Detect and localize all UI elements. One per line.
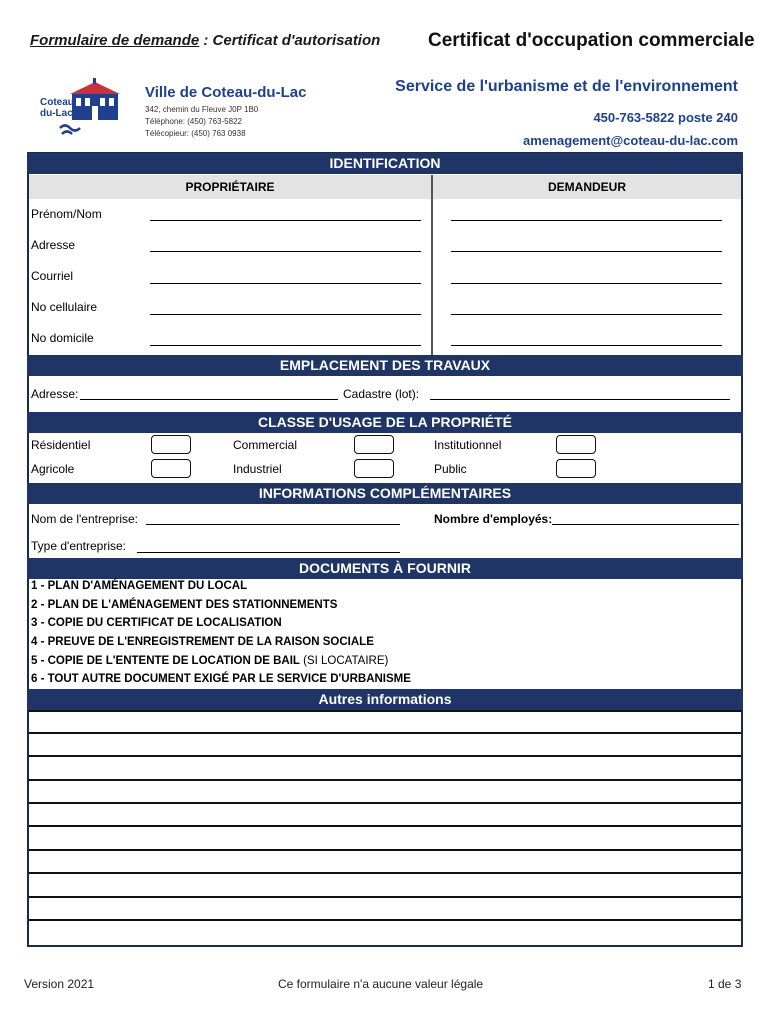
document-item-5-text: 5 - COPIE DE L'ENTENTE DE LOCATION DE BAIL: [31, 655, 300, 667]
field-label-cell: No cellulaire: [31, 300, 98, 314]
city-telephone: Téléphone: (450) 763-5822: [145, 117, 242, 126]
city-logo: [40, 78, 122, 138]
notes-line[interactable]: [29, 849, 741, 851]
institutional-checkbox[interactable]: [556, 435, 596, 454]
field-label-address: Adresse: [31, 238, 76, 252]
company-type-input[interactable]: [137, 552, 400, 553]
location-address-input[interactable]: [80, 399, 338, 400]
document-item-5: [31, 655, 388, 667]
service-email[interactable]: amenagement@coteau-du-lac.com: [523, 133, 738, 148]
company-name-input[interactable]: [146, 524, 400, 525]
form-type: [30, 32, 380, 49]
field-label-home: No domicile: [31, 331, 94, 345]
notes-line[interactable]: [29, 802, 741, 804]
applicant-name-input[interactable]: [451, 220, 722, 221]
employees-input[interactable]: [552, 524, 739, 525]
applicant-address-input[interactable]: [451, 251, 722, 252]
owner-column-header: PROPRIÉTAIRE: [29, 175, 431, 199]
complementary-header: INFORMATIONS COMPLÉMENTAIRES: [27, 483, 743, 504]
applicant-email-input[interactable]: [451, 283, 722, 284]
document-item: 2 - PLAN DE L'AMÉNAGEMENT DES STATIONNEMENTS: [31, 599, 338, 611]
owner-name-input[interactable]: [150, 220, 421, 221]
field-label-email: Courriel: [31, 269, 74, 283]
logo-text-1: Coteau: [40, 97, 74, 108]
notes-line[interactable]: [29, 710, 741, 712]
usage-public-label: Public: [434, 462, 467, 476]
cadastre-input[interactable]: [430, 399, 730, 400]
city-name: Ville de Coteau-du-Lac: [145, 84, 307, 101]
footer-version: Version 2021: [24, 977, 95, 991]
location-address-label: Adresse:: [31, 387, 79, 401]
form-frame: [27, 152, 743, 947]
commercial-checkbox[interactable]: [354, 435, 394, 454]
notes-line[interactable]: [29, 919, 741, 921]
logo-text-2: du-Lac: [40, 108, 73, 119]
field-label-name: Prénom/Nom: [31, 207, 102, 221]
industrial-checkbox[interactable]: [354, 459, 394, 478]
public-checkbox[interactable]: [556, 459, 596, 478]
applicant-column-header: DEMANDEUR: [433, 175, 741, 199]
applicant-cell-input[interactable]: [451, 314, 722, 315]
identification-header: IDENTIFICATION: [27, 153, 743, 174]
company-type-label: Type d'entreprise:: [31, 539, 127, 553]
document-item-5-note: (SI LOCATAIRE): [299, 655, 389, 667]
usage-institutional-label: Institutionnel: [434, 438, 502, 452]
form-type-detail: : Certificat d'autorisation: [199, 32, 381, 49]
footer-page-number: 1 de 3: [708, 977, 742, 991]
usage-residential-label: Résidentiel: [31, 438, 91, 452]
document-item: 6 - TOUT AUTRE DOCUMENT EXIGÉ PAR LE SERVICE D'URBANISME: [31, 673, 411, 685]
document-item: 4 - PREUVE DE L'ENREGISTREMENT DE LA RAISON SOCIALE: [31, 636, 374, 648]
document-item: 1 - PLAN D'AMÉNAGEMENT DU LOCAL: [31, 580, 248, 592]
usage-agricultural-label: Agricole: [31, 462, 75, 476]
residential-checkbox[interactable]: [151, 435, 191, 454]
cadastre-label: Cadastre (lot):: [343, 387, 420, 401]
identification-divider: [431, 175, 433, 355]
notes-line[interactable]: [29, 779, 741, 781]
document-item: 3 - COPIE DU CERTIFICAT DE LOCALISATION: [31, 617, 282, 629]
usage-header: CLASSE D'USAGE DE LA PROPRIÉTÉ: [27, 412, 743, 433]
service-phone: 450-763-5822 poste 240: [593, 110, 738, 125]
other-info-header: Autres informations: [27, 689, 743, 710]
owner-cell-input[interactable]: [150, 314, 421, 315]
castle-logo-icon: [40, 78, 122, 138]
company-name-label: Nom de l'entreprise:: [31, 512, 139, 526]
owner-address-input[interactable]: [150, 251, 421, 252]
usage-industrial-label: Industriel: [233, 462, 282, 476]
footer-disclaimer: Ce formulaire n'a aucune valeur légale: [278, 977, 484, 991]
city-address: 342, chemin du Fleuve J0P 1B0: [145, 105, 259, 114]
notes-line[interactable]: [29, 872, 741, 874]
agricultural-checkbox[interactable]: [151, 459, 191, 478]
notes-line[interactable]: [29, 732, 741, 734]
owner-email-input[interactable]: [150, 283, 421, 284]
location-header: EMPLACEMENT DES TRAVAUX: [27, 355, 743, 376]
owner-home-input[interactable]: [150, 345, 421, 346]
employees-label: Nombre d'employés:: [434, 512, 553, 526]
notes-line[interactable]: [29, 755, 741, 757]
usage-commercial-label: Commercial: [233, 438, 298, 452]
notes-line[interactable]: [29, 896, 741, 898]
applicant-home-input[interactable]: [451, 345, 722, 346]
city-fax: Télécopieur: (450) 763 0938: [145, 129, 246, 138]
documents-header: DOCUMENTS À FOURNIR: [27, 558, 743, 579]
service-name: Service de l'urbanisme et de l'environnement: [395, 78, 738, 95]
form-title: Certificat d'occupation commerciale: [428, 30, 755, 51]
form-type-label: Formulaire de demande: [30, 32, 200, 49]
notes-line[interactable]: [29, 825, 741, 827]
